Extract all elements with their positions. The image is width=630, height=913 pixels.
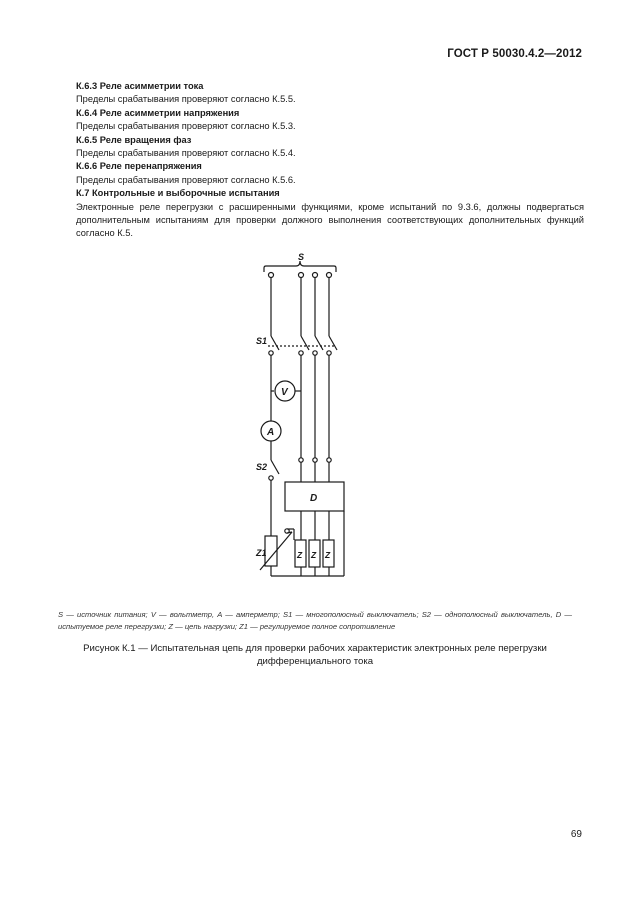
section-heading: К.6.3 Реле асимметрии тока (76, 81, 204, 91)
terminal-icon (269, 273, 274, 278)
ammeter-label: A (267, 427, 275, 438)
terminal-icon (327, 273, 332, 278)
switch2-label: S2 (256, 462, 268, 472)
section-text: Пределы срабатывания проверяют согласно К.5.3. (76, 121, 296, 132)
diagram-legend: S — источник питания; V — вольтметр, A — амперметр; S1 — многополюсный выключатель; S2 — однополюсный выключатель, D — испытуемое реле перегрузки; Z — цепь нагрузки; Z1 — регулируемое полное сопротивление (58, 610, 572, 631)
terminal-icon (313, 273, 318, 278)
variable-load-label: Z1 (256, 548, 267, 558)
load-label: Z (325, 550, 331, 560)
device-label: D (310, 493, 318, 504)
s2-blade (271, 460, 279, 474)
source-label: S (298, 252, 305, 262)
k7-paragraph: Электронные реле перегрузки с расширенными функциями, кроме испытаний по 9.3.6, должны подвергаться дополнительным испытаниям для проверки должного выполнения соответствующих дополнительных функций согласно К.5. (76, 201, 584, 239)
load-label: Z (297, 550, 303, 560)
page-number: 69 (570, 829, 582, 840)
switch1-label: S1 (256, 336, 268, 346)
test-circuit-diagram (230, 248, 360, 588)
source-brace (264, 261, 336, 272)
s1-blade (271, 336, 279, 350)
section-text: Пределы срабатывания проверяют согласно К.5.4. (76, 148, 296, 159)
sections-block (76, 80, 584, 241)
s1-blade (329, 336, 337, 350)
load-label: Z (311, 550, 317, 560)
s1-blade (315, 336, 323, 350)
section-heading: К.6.4 Реле асимметрии напряжения (76, 107, 240, 118)
section-text: Пределы срабатывания проверяют согласно К.5.5. (76, 94, 296, 105)
section-heading: К.6.5 Реле вращения фаз (76, 134, 192, 145)
s1-blade (301, 336, 309, 350)
voltmeter-label: V (281, 387, 288, 398)
terminal-icon (299, 273, 304, 278)
section-heading: К.6.6 Реле перенапряжения (76, 161, 202, 172)
k7-heading: К.7 Контрольные и выборочные испытания (76, 188, 280, 199)
section-text: Пределы срабатывания проверяют согласно К.5.6. (76, 174, 296, 185)
standard-header: ГОСТ Р 50030.4.2—2012 (447, 48, 582, 60)
figure-caption: Рисунок К.1 — Испытательная цепь для проверки рабочих характеристик электронных реле перегрузки дифференциального тока (83, 643, 547, 667)
